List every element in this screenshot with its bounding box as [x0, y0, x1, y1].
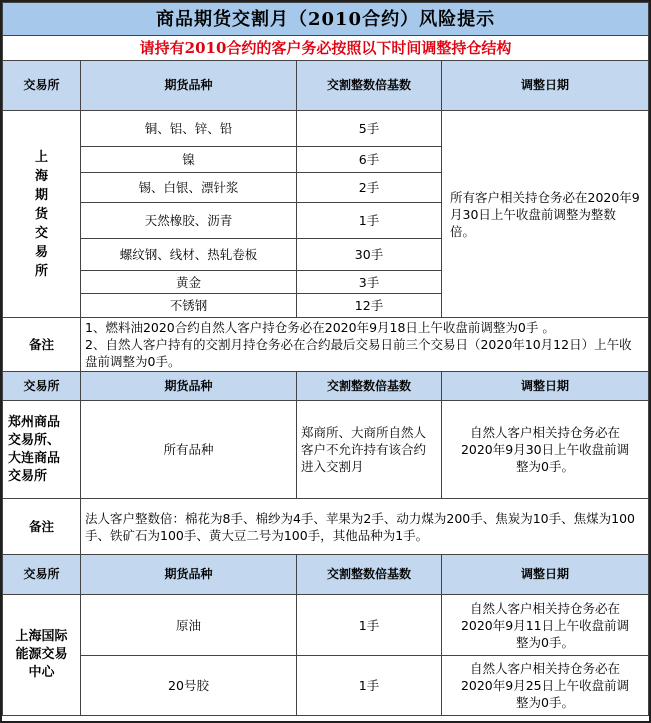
date-cell: 自然人客户相关持仓务必在2020年9月30日上午收盘前调整为0手。 — [442, 401, 649, 499]
page-title: 商品期货交割月（2010合约）风险提示 — [3, 3, 649, 36]
base-cell: 1手 — [297, 203, 442, 239]
base-cell: 1手 — [297, 595, 442, 656]
exchange-ine: 上海国际 能源交易 中心 — [3, 595, 81, 716]
page-subtitle: 请持有2010合约的客户务必按照以下时间调整持仓结构 — [3, 36, 649, 61]
header-exchange: 交易所 — [3, 372, 81, 401]
date-cell: 自然人客户相关持仓务必在2020年9月11日上午收盘前调整为0手。 — [442, 595, 649, 656]
exchange-czce-dce: 郑州商品 交易所、 大连商品 交易所 — [3, 401, 81, 499]
risk-notice-table — [2, 2, 649, 716]
variety-cell: 黄金 — [81, 271, 297, 294]
table-row — [3, 111, 649, 147]
czce-dce-note: 法人客户整数倍：棉花为8手、棉纱为4手、苹果为2手、动力煤为200手、焦炭为10手、焦煤为100手、铁矿石为100手、黄大豆二号为100手，其他品种为1手。 — [81, 499, 649, 555]
header-variety: 期货品种 — [81, 372, 297, 401]
base-cell: 30手 — [297, 239, 442, 271]
base-cell: 3手 — [297, 271, 442, 294]
note-line: 2、自然人客户持有的交割月持仓务必在合约最后交易日前三个交易日（2020年10月12日）上午收盘前调整为0手。 — [85, 337, 632, 369]
table-row — [3, 499, 649, 555]
header-base: 交割整数倍基数 — [297, 61, 442, 111]
variety-cell: 锡、白银、漂针浆 — [81, 173, 297, 203]
base-cell: 6手 — [297, 147, 442, 173]
table-row — [3, 595, 649, 656]
header-base: 交割整数倍基数 — [297, 555, 442, 595]
header-date: 调整日期 — [442, 555, 649, 595]
variety-cell: 螺纹钢、线材、热轧卷板 — [81, 239, 297, 271]
note-label: 备注 — [3, 499, 81, 555]
table-row — [3, 656, 649, 716]
exchange-shfe: 上海期货交易所 — [3, 111, 81, 318]
base-cell: 12手 — [297, 294, 442, 318]
variety-cell: 铜、铝、锌、铅 — [81, 111, 297, 147]
variety-cell: 镍 — [81, 147, 297, 173]
base-cell: 郑商所、大商所自然人客户不允许持有该合约进入交割月 — [297, 401, 442, 499]
header-exchange: 交易所 — [3, 555, 81, 595]
header-exchange: 交易所 — [3, 61, 81, 111]
header-base: 交割整数倍基数 — [297, 372, 442, 401]
date-cell: 自然人客户相关持仓务必在2020年9月25日上午收盘前调整为0手。 — [442, 656, 649, 716]
base-cell: 2手 — [297, 173, 442, 203]
base-cell: 5手 — [297, 111, 442, 147]
variety-cell: 原油 — [81, 595, 297, 656]
shfe-notes — [81, 318, 649, 372]
table-row — [3, 318, 649, 372]
note-line: 1、燃料油2020合约自然人客户持仓务必在2020年9月18日上午收盘前调整为0手 。 — [85, 320, 555, 335]
header-variety: 期货品种 — [81, 61, 297, 111]
base-cell: 1手 — [297, 656, 442, 716]
shfe-date-cell: 所有客户相关持仓务必在2020年9月30日上午收盘前调整为整数倍。 — [442, 111, 649, 318]
header-variety: 期货品种 — [81, 555, 297, 595]
note-label: 备注 — [3, 318, 81, 372]
table-row — [3, 401, 649, 499]
header-date: 调整日期 — [442, 372, 649, 401]
variety-cell: 20号胶 — [81, 656, 297, 716]
variety-cell: 天然橡胶、沥青 — [81, 203, 297, 239]
variety-cell: 所有品种 — [81, 401, 297, 499]
header-date: 调整日期 — [442, 61, 649, 111]
variety-cell: 不锈钢 — [81, 294, 297, 318]
